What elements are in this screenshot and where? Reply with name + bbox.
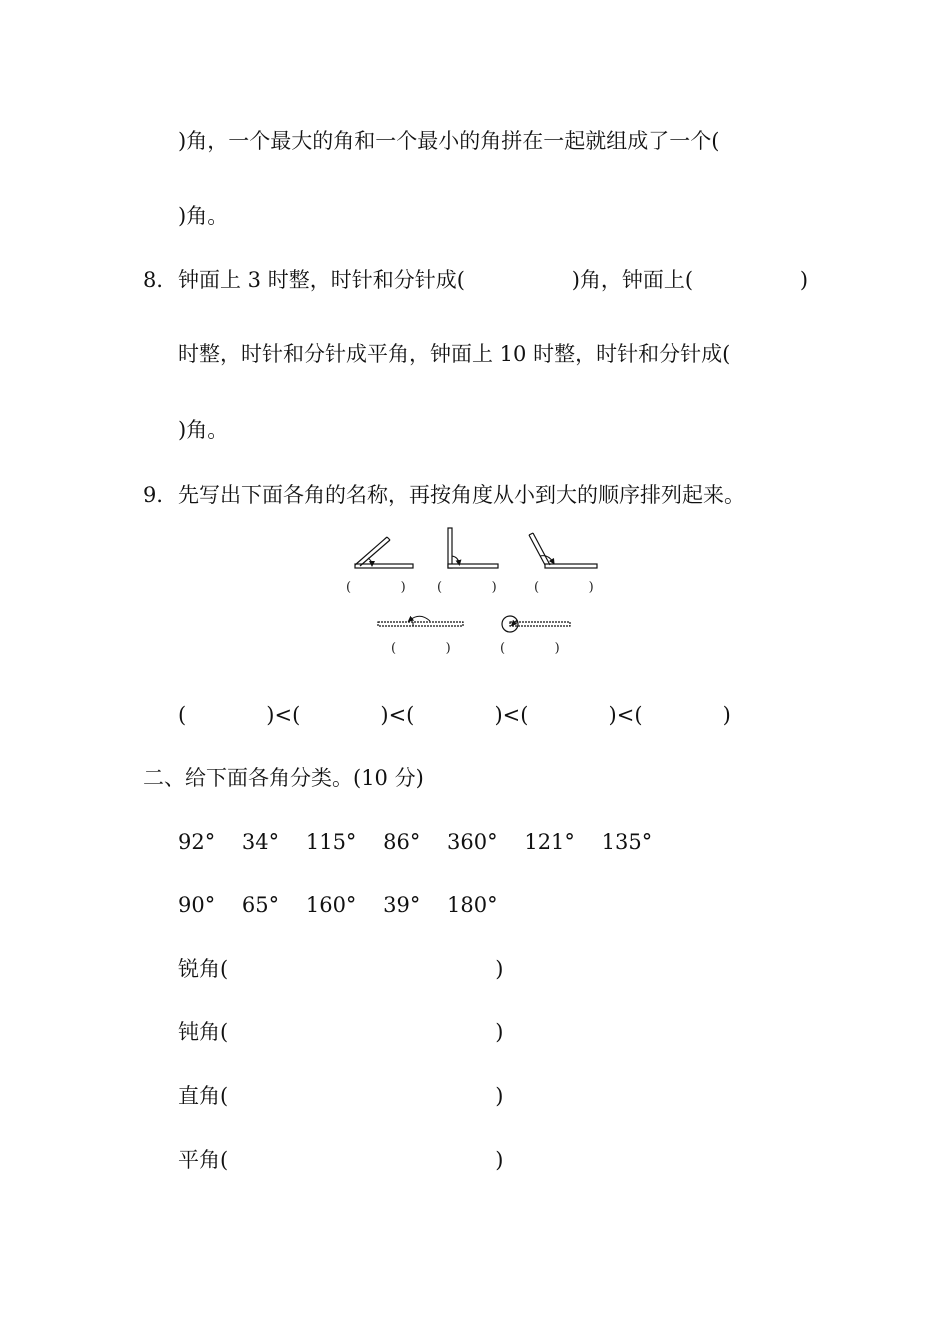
q8-line1: 钟面上 3 时整，时针和分针成( )角，钟面上( ) bbox=[178, 268, 809, 292]
angles-row-1: 92° 34° 115° 86° 360° 121° 135° bbox=[178, 830, 653, 854]
obtuse-angle-figure bbox=[529, 533, 597, 568]
figure-3-blank[interactable]: ( ) bbox=[534, 580, 594, 595]
figure-4-blank[interactable]: ( ) bbox=[391, 641, 451, 656]
q9-number: 9． bbox=[143, 483, 178, 507]
angles-row-2: 90° 65° 160° 39° 180° bbox=[178, 893, 498, 917]
figure-5-blank[interactable]: ( ) bbox=[500, 641, 560, 656]
section2-title: 二、给下面各角分类。(10 分) bbox=[143, 766, 424, 790]
right-category: 直角( ) bbox=[178, 1084, 504, 1108]
straight-category: 平角( ) bbox=[178, 1148, 504, 1172]
q7-line1: )角，一个最大的角和一个最小的角拼在一起就组成了一个( bbox=[178, 129, 720, 153]
round-angle-figure bbox=[502, 616, 570, 632]
right-angle-figure bbox=[448, 528, 498, 568]
straight-angle-figure bbox=[378, 616, 463, 626]
q9-text: 先写出下面各角的名称，再按角度从小到大的顺序排列起来。 bbox=[178, 483, 745, 507]
q8-number: 8． bbox=[143, 268, 178, 292]
acute-category: 锐角( ) bbox=[178, 957, 504, 981]
q8-line3: )角。 bbox=[178, 418, 229, 442]
q8-line2: 时整，时针和分针成平角，钟面上 10 时整，时针和分针成( bbox=[178, 342, 731, 366]
obtuse-category: 钝角( ) bbox=[178, 1020, 504, 1044]
acute-angle-figure bbox=[355, 537, 413, 568]
figure-2-blank[interactable]: ( ) bbox=[437, 580, 497, 595]
q7-line2: )角。 bbox=[178, 204, 229, 228]
q9-order-line: ( )<( )<( )<( )<( ) bbox=[178, 703, 731, 727]
figure-1-blank[interactable]: ( ) bbox=[346, 580, 406, 595]
